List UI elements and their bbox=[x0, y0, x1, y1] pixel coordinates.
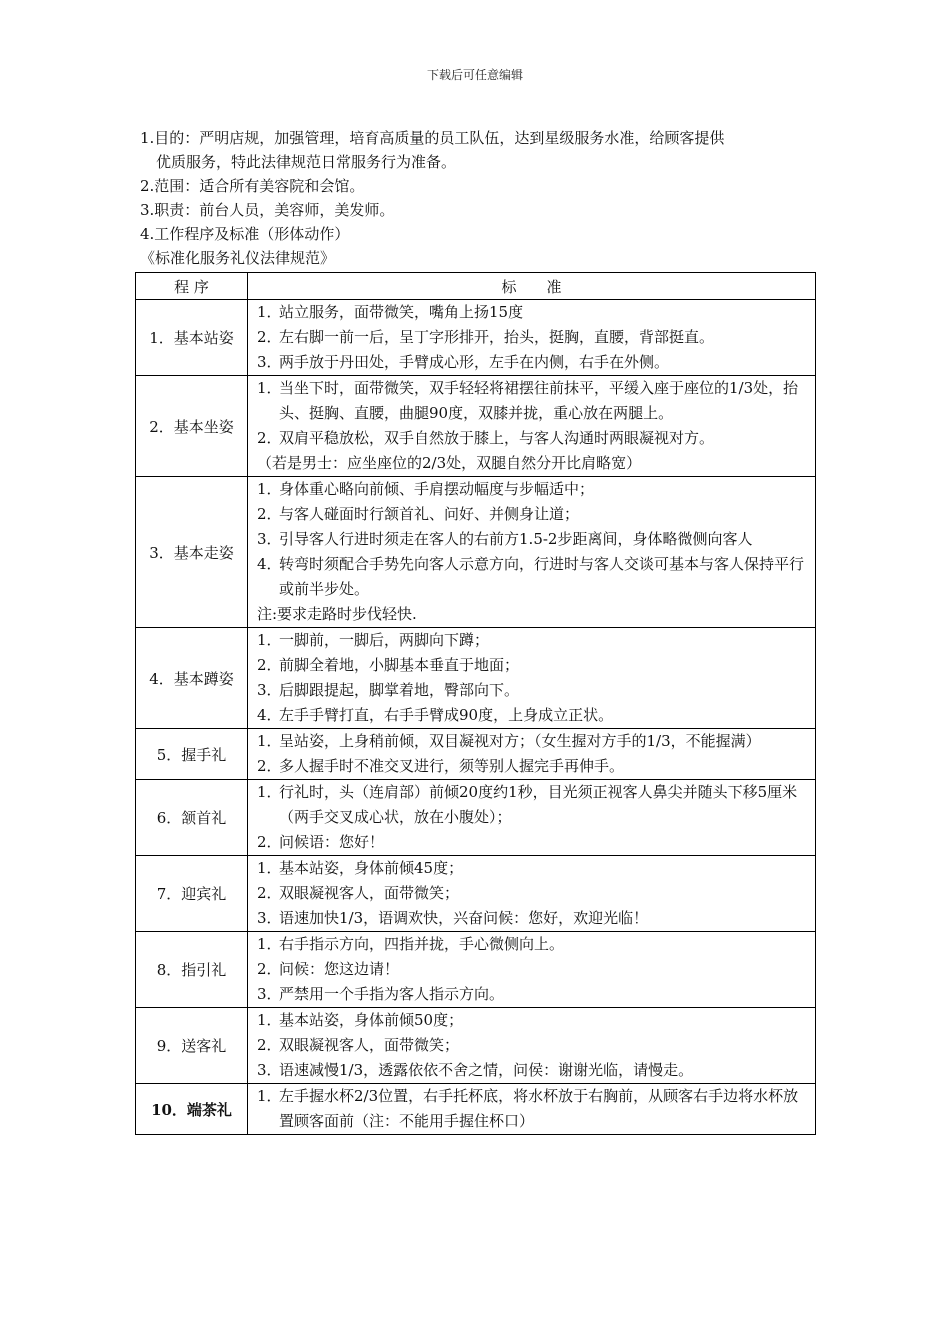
procedure-cell: 10．端茶礼 bbox=[136, 1084, 248, 1135]
standard-item bbox=[257, 653, 807, 678]
procedure-cell: 7．迎宾礼 bbox=[136, 856, 248, 932]
standard-item bbox=[257, 350, 807, 375]
standard-item bbox=[257, 527, 807, 552]
item-text: 右手指示方向，四指并拢，手心微侧向上。 bbox=[279, 935, 565, 953]
item-text: 呈站姿，上身稍前倾，双目凝视对方；（女生握对方手的1/3，不能握满） bbox=[279, 732, 761, 750]
item-text: 左手手臂打直，右手手臂成90度，上身成立正状。 bbox=[279, 706, 614, 724]
standard-item bbox=[257, 376, 807, 426]
item-text: 后脚跟提起，脚掌着地，臀部向下。 bbox=[279, 681, 520, 699]
table-row bbox=[136, 477, 816, 628]
item-number: 1． bbox=[257, 1087, 282, 1105]
item-number: 1． bbox=[257, 303, 282, 321]
standard-item bbox=[257, 830, 807, 855]
item-text: 基本站姿，身体前倾50度； bbox=[279, 1011, 464, 1029]
header-standard: 标 准 bbox=[248, 273, 816, 300]
purpose-text: 1.目的：严明店规，加强管理，培育高质量的员工队伍，达到星级服务水准，给顾客提供 bbox=[140, 129, 725, 147]
item-text: 双眼凝视客人，面带微笑； bbox=[279, 1036, 460, 1054]
item-text: 问候：您这边请！ bbox=[279, 960, 400, 978]
standard-item bbox=[257, 1058, 807, 1083]
item-text: 前脚全着地，小脚基本垂直于地面； bbox=[279, 656, 520, 674]
header-procedure: 程 序 bbox=[136, 273, 248, 300]
item-text: 行礼时，头（连肩部）前倾20度约1秒，目光须正视客人鼻尖并随头下移5厘米（两手交叉成心状，放在小腹处）； bbox=[279, 783, 798, 826]
standard-cell bbox=[248, 932, 816, 1008]
table-row bbox=[136, 628, 816, 729]
table-row bbox=[136, 1008, 816, 1084]
standard-item bbox=[257, 300, 807, 325]
item-number: 2． bbox=[257, 757, 282, 775]
standard-item bbox=[257, 1084, 807, 1134]
item-number: 2． bbox=[257, 656, 282, 674]
item-number: 3． bbox=[257, 1061, 282, 1079]
item-text: 基本站姿，身体前倾45度； bbox=[279, 859, 464, 877]
page-header: 下载后可任意编辑 bbox=[426, 68, 523, 82]
standard-item bbox=[257, 754, 807, 779]
item-text: 左右脚一前一后，呈丁字形排开，抬头，挺胸，直腰，背部挺直。 bbox=[279, 328, 715, 346]
standard-item bbox=[257, 678, 807, 703]
item-number: 2． bbox=[257, 884, 282, 902]
item-number: 1． bbox=[257, 1011, 282, 1029]
item-number: 1． bbox=[257, 379, 282, 397]
item-text: 双眼凝视客人，面带微笑； bbox=[279, 884, 460, 902]
table-header-row bbox=[136, 273, 816, 300]
procedure-cell: 3．基本走姿 bbox=[136, 477, 248, 628]
standard-item bbox=[257, 703, 807, 728]
item-number: 1． bbox=[257, 935, 282, 953]
item-text: 问候语：您好！ bbox=[279, 833, 385, 851]
table-row bbox=[136, 780, 816, 856]
purpose-text-continued: 优质服务，特此法律规范日常服务行为准备。 bbox=[156, 153, 457, 171]
duty-text: 3.职责：前台人员，美容师，美发师。 bbox=[140, 201, 395, 219]
item-number: 2． bbox=[257, 505, 282, 523]
standard-item bbox=[257, 1008, 807, 1033]
standard-item bbox=[257, 426, 807, 451]
item-number: 1． bbox=[257, 732, 282, 750]
item-number: 3． bbox=[257, 909, 282, 927]
item-text: 双肩平稳放松，双手自然放于膝上，与客人沟通时两眼凝视对方。 bbox=[279, 429, 715, 447]
item-text: 站立服务，面带微笑，嘴角上扬15度 bbox=[279, 303, 524, 321]
item-text: 转弯时须配合手势先向客人示意方向，行进时与客人交谈可基本与客人保持平行或前半步处。 bbox=[279, 555, 805, 598]
table-row bbox=[136, 932, 816, 1008]
item-number: 3． bbox=[257, 681, 282, 699]
standard-note: 注:要求走路时步伐轻快. bbox=[257, 605, 417, 623]
standard-cell bbox=[248, 780, 816, 856]
standard-item bbox=[257, 856, 807, 881]
standard-cell bbox=[248, 1084, 816, 1135]
standard-cell bbox=[248, 300, 816, 376]
standard-cell bbox=[248, 856, 816, 932]
item-text: 与客人碰面时行颔首礼、问好、并侧身让道； bbox=[279, 505, 580, 523]
table-row bbox=[136, 729, 816, 780]
item-number: 1． bbox=[257, 480, 282, 498]
item-number: 2． bbox=[257, 328, 282, 346]
procedure-cell: 4．基本蹲姿 bbox=[136, 628, 248, 729]
item-text: 语速减慢1/3，透露依依不舍之情，问侯：谢谢光临，请慢走。 bbox=[279, 1061, 694, 1079]
item-number: 2． bbox=[257, 1036, 282, 1054]
standard-item bbox=[257, 957, 807, 982]
standard-item bbox=[257, 552, 807, 602]
standard-note: （若是男士：应坐座位的2/3处，双腿自然分开比肩略宽） bbox=[257, 454, 642, 472]
document-title: 《标准化服务礼仪法律规范》 bbox=[140, 249, 336, 267]
standard-item bbox=[257, 325, 807, 350]
table-row bbox=[136, 376, 816, 477]
standard-item bbox=[257, 780, 807, 830]
intro-section bbox=[140, 126, 820, 270]
procedure-cell: 2．基本坐姿 bbox=[136, 376, 248, 477]
item-text: 左手握水杯2/3位置，右手托杯底，将水杯放于右胸前，从顾客右手边将水杯放置顾客面前（注：不能用手握住杯口） bbox=[279, 1087, 799, 1130]
item-text: 严禁用一个手指为客人指示方向。 bbox=[279, 985, 505, 1003]
standard-item bbox=[257, 982, 807, 1007]
standard-item bbox=[257, 1033, 807, 1058]
procedure-cell: 6．颔首礼 bbox=[136, 780, 248, 856]
item-text: 当坐下时，面带微笑，双手轻轻将裙摆往前抹平，平缓入座于座位的1/3处，抬头、挺胸、直腰，曲腿90度，双膝并拢，重心放在两腿上。 bbox=[279, 379, 799, 422]
item-number: 1． bbox=[257, 859, 282, 877]
item-number: 2． bbox=[257, 429, 282, 447]
item-number: 4． bbox=[257, 706, 282, 724]
standard-cell bbox=[248, 628, 816, 729]
standard-cell bbox=[248, 729, 816, 780]
item-number: 3． bbox=[257, 353, 282, 371]
item-text: 身体重心略向前倾、手肩摆动幅度与步幅适中； bbox=[279, 480, 595, 498]
standard-cell bbox=[248, 376, 816, 477]
procedure-cell: 1．基本站姿 bbox=[136, 300, 248, 376]
table-row bbox=[136, 1084, 816, 1135]
item-text: 一脚前，一脚后，两脚向下蹲； bbox=[279, 631, 490, 649]
table-row bbox=[136, 300, 816, 376]
item-number: 1． bbox=[257, 631, 282, 649]
standard-item bbox=[257, 932, 807, 957]
standard-item bbox=[257, 729, 807, 754]
item-number: 2． bbox=[257, 960, 282, 978]
standard-item bbox=[257, 881, 807, 906]
item-number: 4． bbox=[257, 555, 282, 573]
item-text: 多人握手时不准交叉进行，须等别人握完手再伸手。 bbox=[279, 757, 625, 775]
item-number: 3． bbox=[257, 985, 282, 1003]
table-row bbox=[136, 856, 816, 932]
item-number: 3． bbox=[257, 530, 282, 548]
procedure-cell: 8．指引礼 bbox=[136, 932, 248, 1008]
item-text: 引导客人行进时须走在客人的右前方1.5-2步距离间，身体略微侧向客人 bbox=[279, 530, 753, 548]
procedure-cell: 9．送客礼 bbox=[136, 1008, 248, 1084]
standard-item bbox=[257, 628, 807, 653]
standard-cell bbox=[248, 477, 816, 628]
procedure-cell: 5．握手礼 bbox=[136, 729, 248, 780]
item-number: 2． bbox=[257, 833, 282, 851]
scope-text: 2.范围：适合所有美容院和会馆。 bbox=[140, 177, 365, 195]
item-number: 1． bbox=[257, 783, 282, 801]
standard-item bbox=[257, 502, 807, 527]
item-text: 两手放于丹田处，手臂成心形，左手在内侧，右手在外侧。 bbox=[279, 353, 670, 371]
procedure-heading: 4.工作程序及标准（形体动作） bbox=[140, 225, 350, 243]
etiquette-standards-table bbox=[135, 272, 816, 1135]
standard-cell bbox=[248, 1008, 816, 1084]
standard-item bbox=[257, 906, 807, 931]
standard-item bbox=[257, 477, 807, 502]
item-text: 语速加快1/3，语调欢快，兴奋问候：您好，欢迎光临！ bbox=[279, 909, 649, 927]
